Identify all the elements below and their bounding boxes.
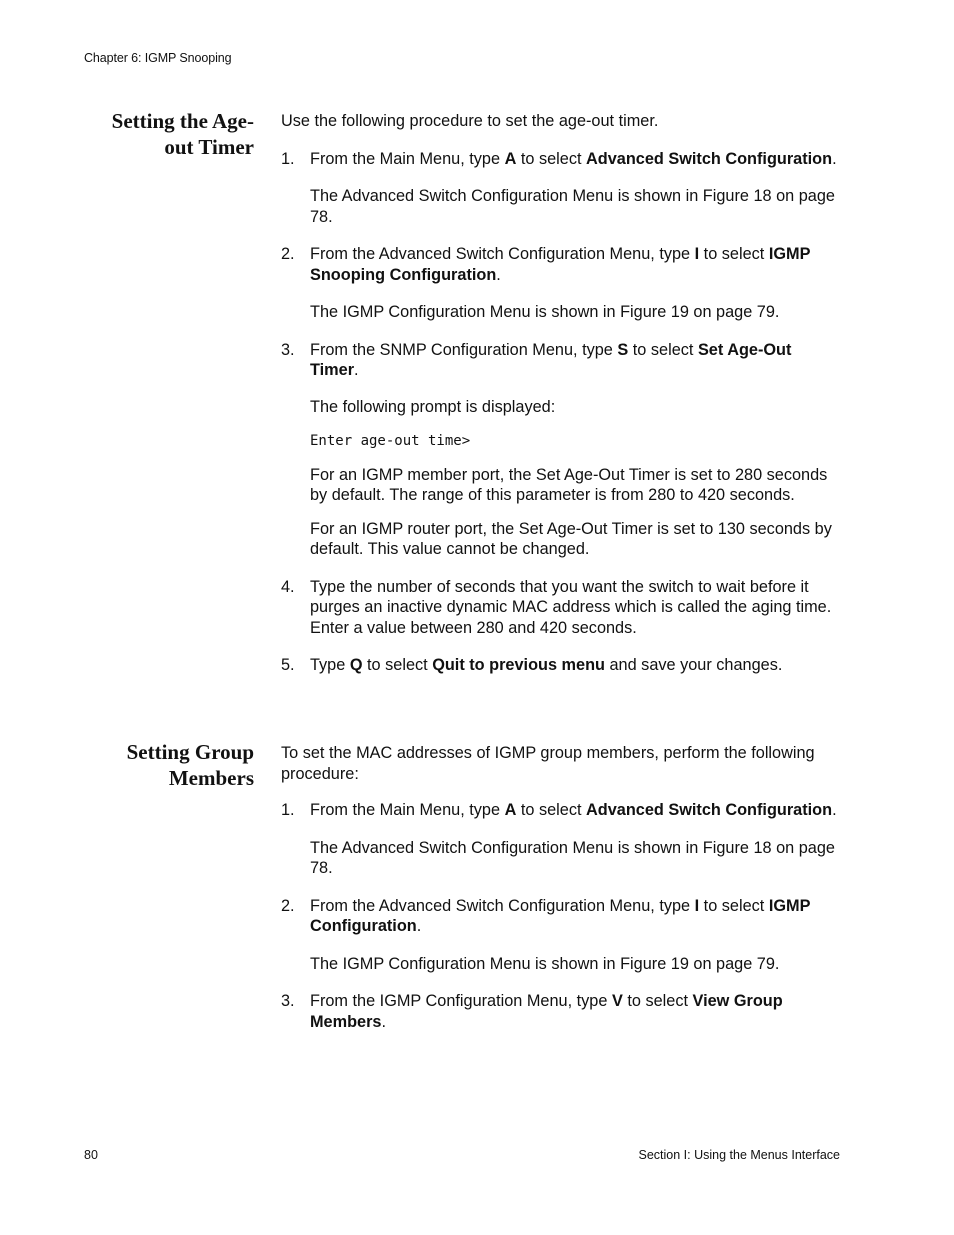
step-number: 3. <box>281 340 295 359</box>
section-body-age-out-timer <box>281 111 843 676</box>
menu-key: V <box>611 992 623 1010</box>
step-text: and save your changes. <box>604 656 783 674</box>
step-text: From the IGMP Configuration Menu, type <box>310 992 612 1010</box>
prompt-code: Enter age-out time> <box>310 433 471 449</box>
router-port-note: For an IGMP router port, the Set Age-Out Timer is set to 130 seconds by default. This value cannot be changed. <box>310 519 832 558</box>
menu-key: S <box>617 340 629 359</box>
step-number: 2. <box>281 245 295 263</box>
step-item <box>281 896 843 937</box>
heading-line: out Timer <box>164 135 254 159</box>
step-text: Type the number of seconds that you want the switch to wait before it purges an inactive dynamic MAC address which is called the aging time. Enter a value between 280 and 420 seconds. <box>310 577 832 637</box>
step-note: The Advanced Switch Configuration Menu is shown in Figure 18 on page 78. <box>310 187 835 226</box>
step-number: 1. <box>281 801 295 819</box>
step-text: to select <box>699 896 769 915</box>
menu-option: View Group Members <box>310 992 783 1031</box>
step-text: . <box>381 1012 387 1031</box>
step-text: to select <box>622 992 693 1010</box>
step-text: From the SNMP Configuration Menu, type <box>310 340 618 359</box>
running-footer: Section I: Using the Menus Interface <box>638 1148 840 1162</box>
step-text: to select <box>516 149 587 168</box>
menu-key: A <box>504 801 517 819</box>
step-text: . <box>832 149 837 168</box>
step-item <box>281 577 843 639</box>
step-number: 1. <box>281 149 295 168</box>
step-note: The IGMP Configuration Menu is shown in Figure 19 on page 79. <box>310 303 780 321</box>
section-heading-group-members <box>54 739 254 791</box>
step-text: From the Advanced Switch Configuration Menu, type <box>310 245 695 263</box>
step-text: From the Advanced Switch Configuration Menu, type <box>310 896 695 915</box>
menu-option: IGMP Snooping Configuration <box>310 245 811 284</box>
heading-line: Setting Group <box>126 740 254 764</box>
step-item <box>281 340 843 381</box>
step-text: . <box>354 361 359 379</box>
step-text: From the Main Menu, type <box>310 801 505 819</box>
step-number: 5. <box>281 656 295 674</box>
section-body-group-members <box>281 743 843 1032</box>
step-text: Type <box>310 656 350 674</box>
step-number: 3. <box>281 992 295 1010</box>
step-number: 4. <box>281 577 295 596</box>
step-text: to select <box>699 245 769 263</box>
step-text: From the Main Menu, type <box>310 149 505 168</box>
step-text: . <box>416 917 422 935</box>
menu-option: Advanced Switch Configuration <box>586 801 833 819</box>
menu-key: A <box>504 149 517 168</box>
step-item <box>281 800 843 821</box>
step-text: to select <box>516 801 587 819</box>
menu-option: Quit to previous menu <box>432 656 605 674</box>
member-port-note: For an IGMP member port, the Set Age-Out Timer is set to 280 seconds by default. The range of this parameter is from 280 to 420 seconds. <box>310 465 828 504</box>
step-item <box>281 149 843 170</box>
intro-paragraph: To set the MAC addresses of IGMP group members, perform the following procedure: <box>281 744 815 783</box>
step-note: The following prompt is displayed: <box>310 397 556 416</box>
menu-key: I <box>694 245 700 263</box>
heading-line: Setting the Age- <box>111 109 254 133</box>
page-number: 80 <box>84 1148 98 1162</box>
step-note: The IGMP Configuration Menu is shown in Figure 19 on page 79. <box>310 954 780 973</box>
step-item <box>281 991 843 1032</box>
step-text: . <box>832 801 837 819</box>
step-text: to select <box>628 340 698 359</box>
step-note: The Advanced Switch Configuration Menu is shown in Figure 18 on page 78. <box>310 838 835 877</box>
menu-option: Set Age-Out Timer <box>310 340 792 379</box>
step-text: . <box>496 265 501 284</box>
menu-option: Advanced Switch Configuration <box>586 149 833 168</box>
running-header: Chapter 6: IGMP Snooping <box>84 51 232 65</box>
menu-option: IGMP Configuration <box>310 896 811 935</box>
step-text: to select <box>362 656 433 674</box>
step-item <box>281 655 843 676</box>
intro-paragraph: Use the following procedure to set the age-out timer. <box>281 112 659 130</box>
step-item <box>281 244 843 285</box>
section-heading-age-out-timer <box>54 108 254 160</box>
menu-key: Q <box>349 656 363 674</box>
menu-key: I <box>694 896 700 915</box>
heading-line: Members <box>168 766 254 790</box>
step-number: 2. <box>281 896 295 915</box>
